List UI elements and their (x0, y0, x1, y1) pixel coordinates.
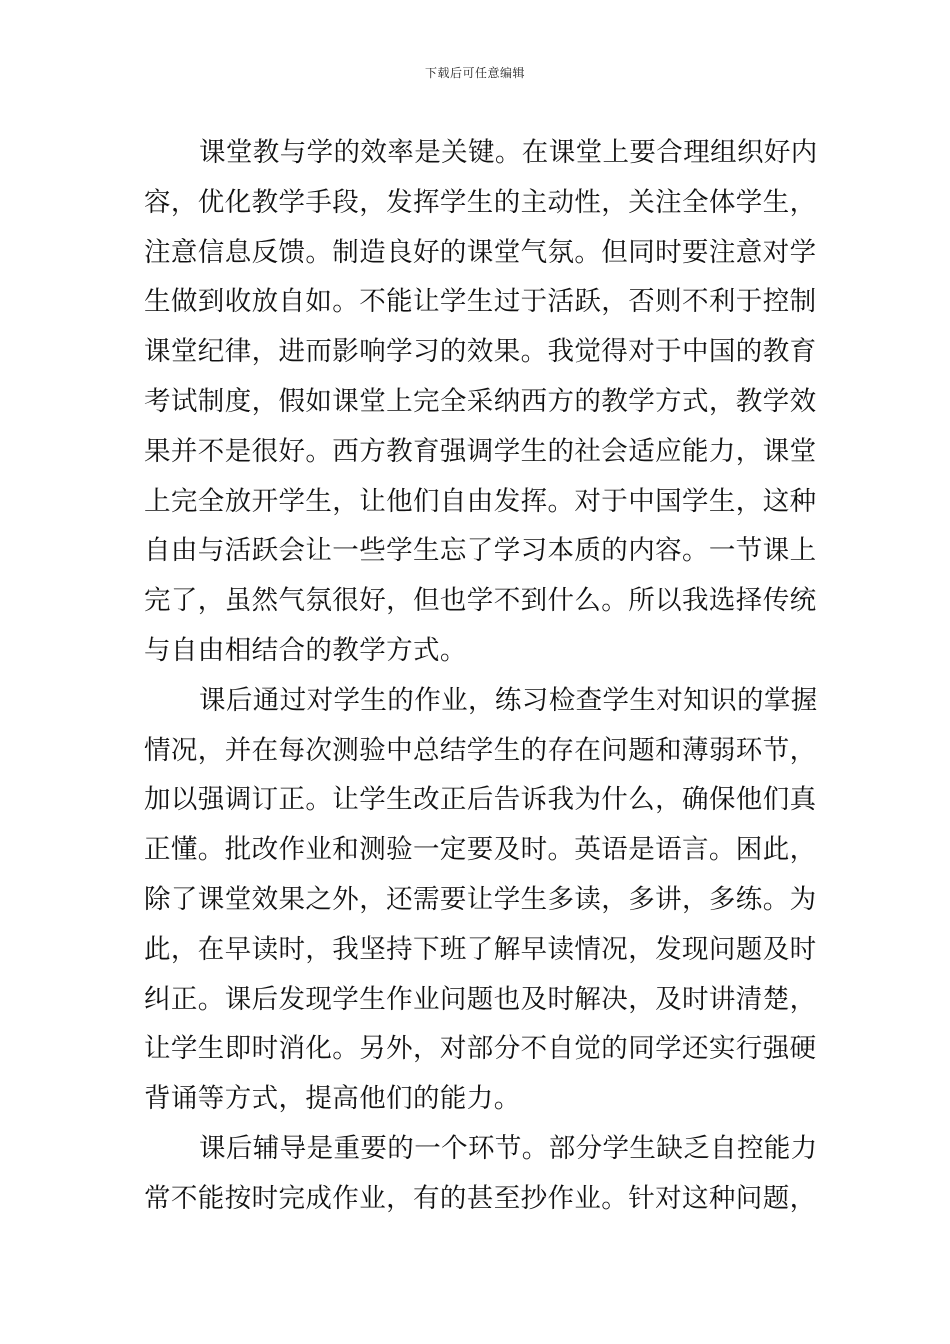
paragraph-line: 课堂纪律，进而影响学习的效果。我觉得对于中国的教育 (144, 336, 817, 368)
page-header: 下载后可任意编辑 (424, 66, 525, 80)
paragraph-line: 与自由相结合的教学方式。 (144, 634, 467, 666)
paragraph-line: 此，在早读时，我坚持下班了解早读情况，发现问题及时 (144, 933, 817, 965)
paragraph-line: 背诵等方式，提高他们的能力。 (144, 1083, 521, 1115)
paragraph-line: 注意信息反馈。制造良好的课堂气氛。但同时要注意对学 (144, 236, 817, 268)
paragraph-line: 课堂教与学的效率是关键。在课堂上要合理组织好内 (199, 137, 818, 168)
paragraph-line: 完了，虽然气氛很好，但也学不到什么。所以我选择传统 (144, 585, 817, 617)
paragraph-line: 情况，并在每次测验中总结学生的存在问题和薄弱环节， (144, 734, 817, 766)
paragraph-line: 生做到收放自如。不能让学生过于活跃，否则不利于控制 (144, 286, 817, 318)
paragraph-line: 课后辅导是重要的一个环节。部分学生缺乏自控能力 (199, 1132, 818, 1164)
paragraph-line: 果并不是很好。西方教育强调学生的社会适应能力，课堂 (144, 435, 817, 467)
paragraph-line: 自由与活跃会让一些学生忘了学习本质的内容。一节课上 (144, 535, 817, 567)
paragraph-line: 纠正。课后发现学生作业问题也及时解决，及时讲清楚， (144, 983, 817, 1015)
paragraph-3 (144, 1124, 818, 1224)
paragraph-line: 考试制度，假如课堂上完全采纳西方的教学方式，教学效 (144, 385, 817, 417)
paragraph-line: 除了课堂效果之外，还需要让学生多读，多讲，多练。为 (144, 883, 817, 915)
paragraph-line: 正懂。批改作业和测验一定要及时。英语是语言。困此， (144, 834, 817, 866)
paragraph-line: 上完全放开学生，让他们自由发挥。对于中国学生，这种 (144, 485, 817, 517)
paragraph-line: 课后通过对学生的作业，练习检查学生对知识的掌握 (199, 684, 818, 716)
paragraph-line: 容，优化教学手段，发挥学生的主动性，关注全体学生， (144, 186, 817, 218)
paragraph-1 (144, 128, 818, 676)
paragraph-line: 加以强调订正。让学生改正后告诉我为什么，确保他们真 (144, 784, 817, 816)
paragraph-line: 常不能按时完成作业，有的甚至抄作业。针对这种问题， (144, 1182, 817, 1214)
document-body (144, 128, 818, 1224)
paragraph-line: 让学生即时消化。另外，对部分不自觉的同学还实行强硬 (144, 1033, 817, 1065)
paragraph-2 (144, 676, 818, 1124)
